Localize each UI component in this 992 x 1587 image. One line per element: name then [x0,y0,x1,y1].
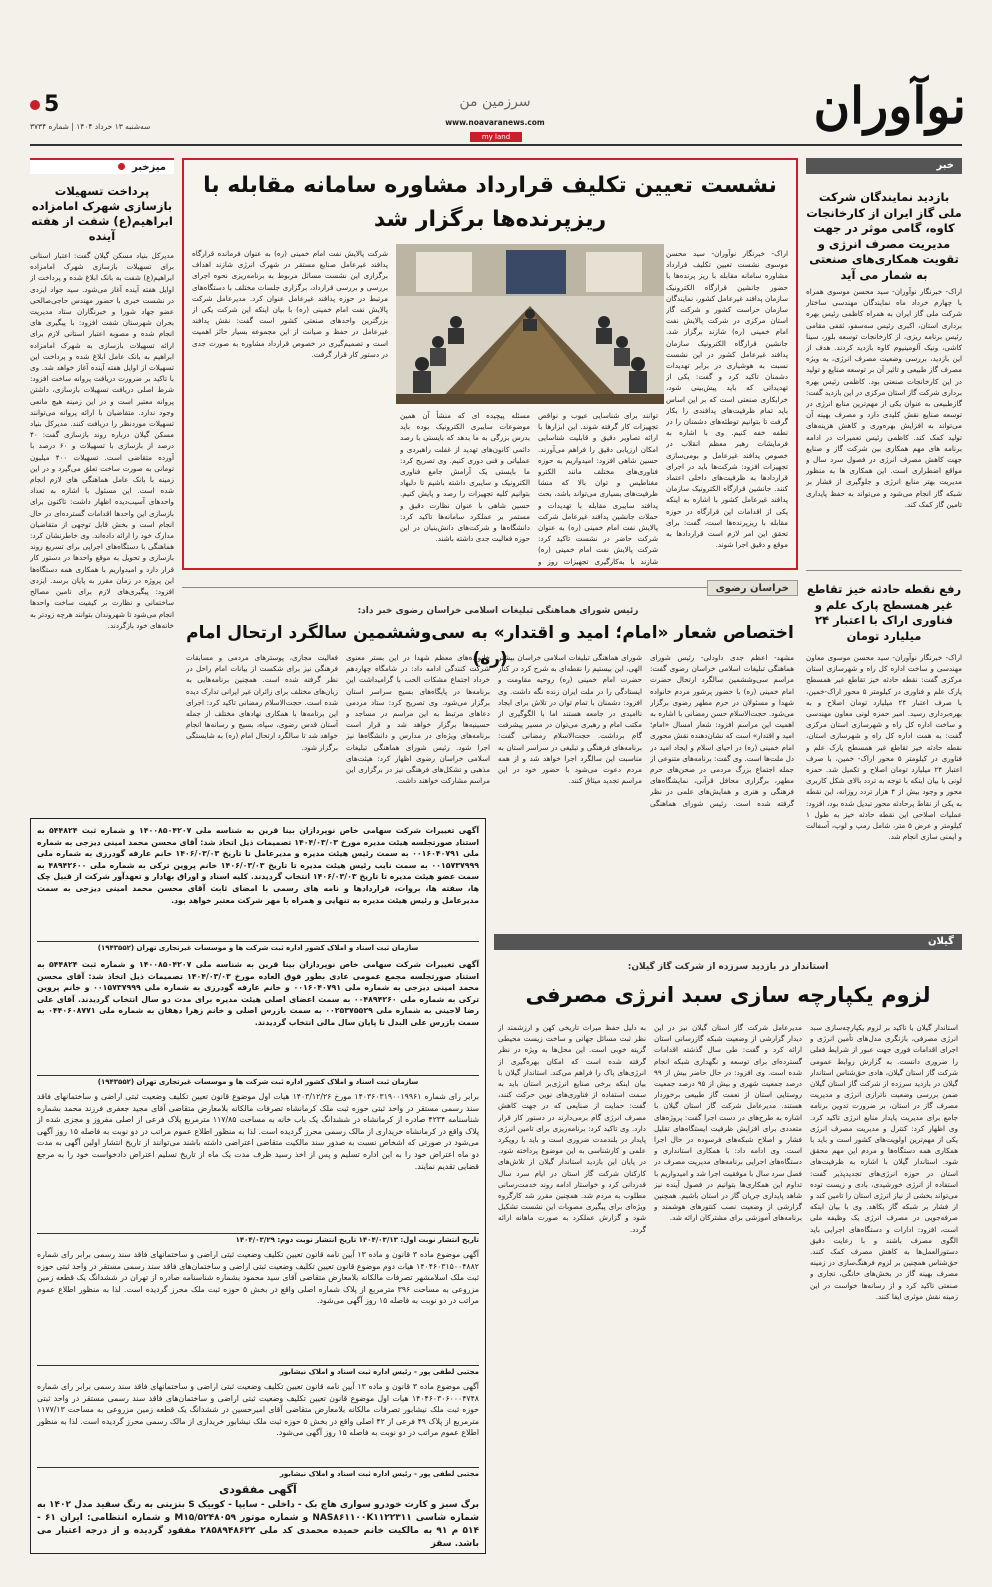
khorasan-tag: خراسان رضوی [707,580,798,596]
right-column-divider [806,570,962,571]
left-tag-label: میزخبر [131,162,166,173]
legal-ads-block [30,818,486,1554]
left-news-column [30,158,174,812]
section-english-badge: my land [470,132,522,142]
page-number: 5 [44,92,60,117]
feature-column-c: مسئله پیچیده ای که منشأ آن همین موضوعات سایبری الکترونیک بوده باید بدرس بزرگی به ما بدهد که بایستی با رصد دائمی کانون‌های تهدید از غفلت راهبردی و عملیاتی و فنی دوری کنیم. وی تصریح کرد: ما بایستی یک آرامش جامع فناوری الکترونیک و سایبری داشته باشیم تا دلبهاد بتوانیم کلیه تجهیزات را رصد و پایش کنیم. حسین شاهی با عنوان نظارت دقیق و مستمر بر عملکرد سامانه‌ها تاکید کرد: دانشگاه‌ها و شرکت‌های دانش‌بنیان در این حوزه فعالیت جدی داشته باشند. [400,411,530,544]
page-number-marker [30,100,40,110]
ad-land-registration-2: آگهی موضوع ماده ۳ قانون و ماده ۱۳ آیین نامه قانون تعیین تکلیف وضعیت ثبتی اراضی و ساختمانهای فاقد سند رسمی برابر رای شماره ۱۴۰۴۶۰۳۱۵۰۰۴۸۸۲ هیات دوم موضوع قانون تعیین تکلیف وضعیت ثبتی اراضی و ساختمان‌های فاقد سند رسمی مستقر در واحد ثبتی حوزه ثبت ملک اسلامشهر تصرفات مالکانه بلامعارض متقاضی آقای سید محمود بشماره شناسنامه صادره از تهران در ششدانگ یک قطعه زمین مزروعی به مساحت ۳۹۶ مترمربع از پلاک شماره اصلی واقع در بخش ۵ حوزه ثبت ملک محرز گردیده است. لذا به منظور اطلاع عموم مراتب در دو نوبت به فاصله ۱۵ روز آگهی می‌شود. [37,1250,479,1306]
feature-article-box [182,158,798,570]
khorasan-top-rule [182,587,798,588]
ad-land-registration-1: برابر رای شماره ۱۴۰۳۶۰۳۱۹۰۰۱۹۹۶۱ مورخ ۱۴۰۳/۱۲/۲۶ هیات اول موضوع قانون تعیین تکلیف وضعیت ثبتی اراضی و ساختمانهای فاقد سند رسمی مستقر در واحد ثبتی حوزه ثبت ملک کرمانشاه تصرفات مالکانه بلامعارض متقاضی آقای مجید جعفری فرزند محمد بشماره شناسنامه ۴۲۳۴ صادره از کرمانشاه در ششدانگ یک باب خانه به مساحت ۱۱۷/۸۵ مترمربع پلاک فرعی از اصلی مفروز و مجزی شده از پلاک واقع در کرمانشاه خریداری از مالک رسمی محرز گردیده است. لذا به منظور اطلاع عموم مراتب در دو نوبت به فاصله ۱۵ روز آگهی می‌شود در صورتی که اشخاص نسبت به صدور سند مالکیت متقاضی اعتراضی داشته باشند می‌توانند از تاریخ انتشار اولین آگهی به مدت دو ماه اعتراض خود را به این اداره تسلیم و پس از اخذ رسید ظرف مدت یک ماه از تاریخ تسلیم اعتراض دادخواست خود را به مرجع قضایی تقدیم نمایند. [37,1092,480,1171]
right-column-tag [806,158,962,174]
masthead-logo[interactable]: نوآوران [813,76,966,135]
header-rule [30,144,962,146]
feature-column-b: توانند برای شناسایی عیوب و نواقص تجهیزات کار گرفته شوند. این ابزارها با ارائه تصاویر دقیق و قابلیت شناسایی امکان ارزیابی دقیق را فراهم می‌آورند. حسین شاهی افزود: امیدواریم به حوزه فناوری‌های مختلف مانند الکترو مغناطیس و توان بالا که منشا ظرفیت‌های بسیاری می‌تواند باشد، بحث پدافند سایبری مقابله با تهدیدات و حملات جانشین پدافند غیرعامل شرکت پالایش نفت امام خمینی (ره) به عنوان شرکت حاضر در نشست تاکید کرد: شرکت پالایش نفت امام خمینی (ره) شازند با به‌کارگیری تجهیزات روز و [538,411,658,566]
gilan-column-b: مدیرعامل شرکت گاز استان گیلان نیز در این دیدار گزارشی از وضعیت شبکه گازرسانی استان ارائه کرد و گفت: طی سال گذشته اقدامات گسترده‌ای برای توسعه و نگهداری شبکه انجام شده است. وی افزود: در حال حاضر بیش از ۹۹ درصد جمعیت شهری و بیش از ۹۵ درصد جمعیت روستایی استان از نعمت گاز طبیعی برخوردار هستند. مدیرعامل شرکت گاز استان گیلان با اشاره به طرح‌های در دست اجرا گفت: پروژه‌های متعددی برای افزایش ظرفیت ایستگاه‌های تقلیل فشار و اصلاح شبکه‌های فرسوده در حال اجرا است. وی ادامه داد: با همکاری استانداری و دستگاه‌های اجرایی برنامه‌های مدیریت مصرف در فصل سرد سال با موفقیت اجرا شد و امیدواریم با تداوم این همکاری‌ها بتوانیم در فصول آینده نیز شاهد پایداری جریان گاز در استان باشیم. همچنین گزارشی از وضعیت نصب کنتورهای هوشمند و برنامه‌های آموزشی برای مشترکان ارائه شد. [654,1023,802,1223]
meeting-photo [396,244,664,404]
khorasan-column-a: مشهد- اعظم جدی داودلی- رئیس شورای هماهنگی تبلیغات اسلامی خراسان رضوی گفت: مراسم سی‌وششمین سالگرد ارتحال حضرت امام خمینی (ره) با حضور پرشور مردم خانواده شهدا و مسئولان در حرم مطهر رضوی برگزار می‌شود. حجت‌الاسلام حسن رمضانی با اشاره به اهمیت این مراسم افزود: شعار امسال «امام؛ امید و اقتدار» است که نشان‌دهنده نقش محوری امام خمینی (ره) در احیای اسلام و ایجاد امید در دل ملت‌ها است. وی گفت: برنامه‌های متنوعی از جمله اجتماع بزرگ مردمی در صحن‌های حرم مطهر، برگزاری محافل قرآنی، نمایشگاه‌های فرهنگی و هنری و همایش‌های علمی در نظر گرفته شده است. رئیس شورای هماهنگی [650,653,794,808]
right-tag-label: خبر [936,160,954,171]
right-news-column [806,158,962,928]
feature-column-d: شرکت پالایش نفت امام خمینی (ره) به عنوان فرمانده قرارگاه پدافند غیرعامل صنایع مستقر در شهرک انرژی شازند اهداف برگزاری این نشست مسائل مربوط به برنامه‌ریزی نحوه اجرای بررسی و بررسی قرارداد، برگزاری جلسات مختلف با دستگاه‌های مرتبط در حوزه پدافند غیرعامل عنوان کرد. مدیرعامل شرکت پالایش نفت امام خمینی (ره) با بیان اینکه این شرکت یکی از بزرگترین واحدهای صنعتی کشور است گفت: نقش پدافند غیرعامل در حفظ و صیانت از این مجموعه بسیار حائز اهمیت است و تصمیم‌گیری در خصوص قرارداد مشاوره به صورت جدی در دستور کار قرار گرفت. [192,249,388,359]
feature-headline-line1[interactable]: نشست تعیین تکلیف قرارداد مشاوره سامانه مقابله با [203,173,777,198]
left-column-body: مدیرکل بنیاد مسکن گیلان گفت: اعتبار استانی برای تسهیلات بازسازی شهرک امامزاده ابراهیم(ع) شفت به بانک ابلاغ شده و پرداخت از اوایل هفته آینده آغاز می‌شود. سید جواد ایزدی در نشست خبری با حضور مهندس حاجی‌صالحی عضو جهاد شورا و خبرنگاران ستاد مدیریت بحران شهرستان شفت افزود: با پیگیری های انجام شده و مصوبه اعتبار استانی لازم برای ارائه تسهیلات بازسازی به شهرک امامزاده ابراهیم به بانک عامل ابلاغ شده و پرداخت این تسهیلات از اوایل هفته آینده آغاز خواهد شد. وی با تاکید بر ضرورت دریافت پروانه ساخت افزود: شرط اصلی دریافت تسهیلات بازسازی، داشتن پروانه معتبر است و در این زمینه هیچ مانعی وجود ندارد. متقاضیان با ارائه پروانه می‌توانند تسهیلات موردنظر را دریافت کنند. مدیرکل بنیاد مسکن گیلان درباره روند بازسازی گفت: ۴۰ درصد از بازسازی با تسهیلات و ۶۰ درصد با آورده متقاضی است. تسهیلات ۴۰۰ میلیون تومانی به صورت ساخت تعلق می‌گیرد و در این زمینه با بانک عامل هماهنگی های لازم انجام شده است. این مسئول با اشاره به تعداد واحدهای آسیب‌دیده اظهار داشت: تاکنون برای بازسازی این واحدها اقدامات گسترده‌ای در حال انجام است و بخش قابل توجهی از متقاضیان مدارک خود را ارائه داده‌اند. وی خاطرنشان کرد: هماهنگی با دستگاه‌های اجرایی برای تسریع روند بازسازی و تحویل به موقع واحدها در دستور کار قرار دارد و امیدواریم با همکاری همه دستگاه‌ها این پروژه در زمان مقرر به پایان برسد. ایزدی افزود: پیگیری‌های لازم برای تامین مصالح ساختمانی و نظارت بر کیفیت ساخت واحدها انجام می‌شود تا شهروندان بتوانند هرچه زودتر به خانه‌های خود بازگردند. [30,251,174,630]
khorasan-column-b: شورای هماهنگی تبلیغات اسلامی خراسان بیشتر الهی، این بیستیم را نقطه‌ای به شرح کرد در کنار حضرت امام خمینی (ره) روحیه مقاومت و ایستادگی را در ملت ایران زنده نگه داشت. وی افزود: دشمنان با تمام توان در تلاش برای ایجاد ناامیدی در جامعه هستند اما با الگوگیری از مکتب امام و رهبری می‌توان در مسیر پیشرفت گام برداشت. حجت‌الاسلام رمضانی گفت: برنامه‌های فرهنگی و تبلیغی در سراسر استان به مناسبت این سالگرد اجرا خواهد شد و از همه مردم دعوت می‌شود با حضور خود در این مراسم تجدید میثاق کنند. [498,653,642,786]
khorasan-headline[interactable]: اختصاص شعار «امام؛ امید و اقتدار» به سی‌وششمین سالگرد ارتحال امام (ره) [186,623,794,669]
section-title: سرزمین من [459,94,531,110]
red-dot-icon [118,163,125,170]
khorasan-kicker: رئیس شورای هماهنگی تبلیغات اسلامی خراسان رضوی خبر داد: [357,606,639,616]
khorasan-column-d: فعالیت مجازی، پوسترهای مردمی و مسابقات فرهنگی نیز برای شکست از بیانات امام راحل در نظر گرفته شده است. همچنین برنامه‌هایی به زبان‌های مختلف برای زائران غیر ایرانی تدارک دیده شده است. حجت‌الاسلام رمضانی تاکید کرد: اجرای این برنامه‌ها با همکاری نهادهای مختلف از جمله آستان قدس رضوی، سپاه، بسیج و رسانه‌ها انجام خواهد شد تا سالگرد ارتحال امام (ره) به شایستگی برگزار شود. [186,653,338,752]
intersection-safety-body: اراک- خبرنگار نوآوران- سید محسن موسوی معاون مهندسی و ساخت اداره کل راه و شهرسازی استان مرکزی گفت: نقطه حادثه خیز تقاطع غیر همسطح پارک علم و فناوری در کیلومتر ۵ محور اراک-خمین، با صرف اعتبار ۲۴ میلیارد تومان اصلاح و به بهره‌برداری رسید. امیر حمزه لونی معاون مهندسی و ساخت اداره کل راه و شهرسازی استان مرکزی گفت: به همت اداره کل راه و شهرسازی استان، نقطه حادثه خیز تقاطع غیر همسطح پارک علم و فناوری در کیلومتر ۵ محور اراک- خمین، با صرف اعتبار ۲۴ میلیارد تومان اصلاح و تکمیل شد. حمزه لونی با بیان اینکه با توجه به تردد بالای شکل کاربری محور و وجود بیش از ۴ هزار تردد روزانه، این نقطه به یکی از نقاط پرحادثه محور تبدیل شده بود، افزود: عملیات اصلاحی این نقطه حادثه خیز به طول ۱ کیلومتر و عرض ۵ متر، شامل رمپ و لوپ، آسفالت و ایمنی سازی انجام شد. [806,653,962,842]
gilan-section [494,934,962,1554]
ad-company-change-2-signature: سازمان ثبت اسناد و املاک کشور اداره ثبت شرکت ها و موسسات غیرتجاری تهران (۱۹۴۳۵۵۲) [37,1075,479,1087]
intersection-safety-headline[interactable]: رفع نقطه حادثه خیز تقاطع غیر همسطح پارک علم و فناوری اراک با اعتبار ۲۴ میلیارد تومان [806,582,962,643]
gilan-column-a: استاندار گیلان با تاکید بر لزوم یکپارچه‌سازی سبد انرژی مصرفی، بازنگری مدل‌های تأمین انرژی و اجرای اقدامات فوری جهت عبور از شرایط فعلی را ضروری دانست. به گزارش روابط عمومی شرکت گاز استان گیلان، هادی حق‌شناس استاندار گیلان در بازدید سرزده از شرکت گاز استان گیلان ضمن بررسی وضعیت ناترازی انرژی و مدیریت مصرف گاز در استان، بر ضرورت تدوین برنامه جامع برای مدیریت پایدار منابع انرژی تاکید کرد. وی اظهار کرد: کنترل و مدیریت مصرف انرژی یکی از مهم‌ترین اولویت‌های کشور است و باید با همکاری همه دستگاه‌ها و مردم این مهم محقق شود. استاندار گیلان با اشاره به ظرفیت‌های استان در حوزه انرژی‌های تجدیدپذیر گفت: استفاده از انرژی خورشیدی، بادی و زیست توده می‌تواند بخشی از نیاز انرژی استان را تامین کند و از فشار بر شبکه گاز بکاهد. وی با بیان اینکه صرفه‌جویی در مصرف انرژی یک وظیفه ملی است، افزود: ادارات و دستگاه‌های اجرایی باید الگوی مصرف باشند و با رعایت دقیق دستورالعمل‌ها به کاهش مصرف کمک کنند. حق‌شناس همچنین بر لزوم فرهنگ‌سازی در زمینه مصرف بهینه گاز در بخش‌های خانگی، تجاری و صنعتی تاکید کرد و از رسانه‌ها خواست در این زمینه نقش موثری ایفا کنند. [810,1023,958,1301]
ad-land-registration-3-signature: مجتبی لطفی پور - رئیس اداره ثبت اسناد و املاک نیشابور [37,1467,479,1479]
khorasan-column-c: خانواده‌های معظم شهدا در این بستر معنوی شرکت کنندگی ادامه داد: در شامگاه چهاردهم خرداد اجتماع مشکات الحب با گرامیداشت این برنامه‌ها در پایگاه‌های بسیج سراسر استان برگزار می‌شود. وی تصریح کرد: ستاد مردمی دعاهای مرتبط به این مراسم در مساجد و حسینیه‌ها برگزار خواهد شد و قرار است برنامه‌های ویژه‌ای در مدارس و دانشگاه‌ها نیز اجرا شود. رئیس شورای هماهنگی تبلیغات اسلامی خراسان رضوی اظهار کرد: هیئت‌های مذهبی و تشکل‌های فرهنگی نیز در برگزاری این مراسم مشارکت خواهند داشت. [346,653,490,786]
gas-company-visit-body: اراک- خبرنگار نوآوران- سید محسن موسوی همراه با چهارم خرداد ماه نمایندگان مهندسی ساختار شرکت ملی گاز ایران به همراه کاظمی رئیس بهره برداری استان، اکبری رئیس سه‌سفو، ثقفی مقامی رئیس برنامه ریزی، از کارخانجات توسعه بلور، سینا کاشی، ونیک آلومینیوم کاوه بازدید کردند. هدف از این بازدید، بررسی وضعیت مصرف انرژی، به ویژه مصرف گاز طبیعی و تاثیر آن بر توسعه صنایع و تولید در این کارخانجات صنعتی بود. کاظمی رئیس بهره برداری شرکت گاز استان مرکزی در این بازدید گفت: گازطبیعی به عنوان یکی از مهم‌ترین منابع انرژی در توسعه صنایع نقش کلیدی دارد و مصرف بهینه آن می‌تواند به افزایش بهره‌وری و کاهش هزینه‌های تولید کمک کند. کاظمی رئیس تعمیرات در ادامه برنامه های مهم همکاری بین شرکت گاز و صنایع جهت کاهش مصرف انرژی در فصول سرد سال و مواقع اضطراری است. این همکاری ها به منظور مدیریت بهتر منابع انرژی و جلوگیری از فشار بر شبکه گاز انجام می‌شود و می‌تواند به حفظ پایداری تامین گاز کمک کند. [806,287,962,509]
ad-land-registration-2-signature: مجتبی لطفی پور - رئیس اداره ثبت اسناد و املاک نیشابور [37,1365,479,1377]
left-column-tag [30,158,174,174]
ad-lost-document: برگ سبز و کارت خودرو سواری هاچ بک - داخلی - سایپا - کوییک S بنزینی به رنگ سفید مدل ۱۴۰۲ به شماره شاسی NAS۸۶۱۱۰۰K۱۱۲۲۳۱۱ و شماره موتور M۱۵/۵۲۴۸۰۵۹ و شماره انتظامی: ایران ۶۱ - ۵۱۴ م ۹۱ به مالکیت خانم حمیده محمدی کد ملی ۲۸۵۸۹۴۸۶۲۲ مفقود گردیده و از درجه اعتبار می باشد. سقز [37,1500,479,1549]
ad-company-change-1: آگهی تغییرات شرکت سهامی خاص نوپردازان بینا قرین به شناسه ملی ۱۴۰۰۸۵۰۴۲۰۷ و شماره ثبت ۵۴۴۸۲۴ به استناد صورتجلسه هیئت مدیره مورخ ۱۴۰۴/۰۳/۰۳ تصمیمات ذیل اتخاذ شد: آقای محسن محمد امینی دیزجی به شماره ملی ۰۰۱۶۰۴۰۷۹۱ به سمت رئیس هیئت مدیره و مدیرعامل تا تاریخ ۱۴۰۶/۰۳/۰۳ خانم عارفه گودرزی به شماره ملی ۰۰۱۵۷۳۷۹۹۹ به سمت نایب رئیس هیئت مدیره تا تاریخ ۱۴۰۶/۰۳/۰۳ خانم پروین ترکی به شماره ملی ۴۸۹۴۲۶۰۰ به سمت عضو هیئت مدیره تا تاریخ ۱۴۰۶/۰۳/۰۳ انتخاب گردیدند. کلیه اسناد و اوراق بهادار و تعهدآور شرکت از قبیل چک ها، سفته ها، بروات، قراردادها و نامه های رسمی با امضای ثابت آقای محسن محمد امینی دیزجی به سمت مدیرعامل و رئیس هیئت مدیره به تنهایی و همراه با مهر شرکت معتبر خواهد بود. [37,826,480,905]
ad-company-change-2: آگهی تغییرات شرکت سهامی خاص نوپردازان بینا قرین به شناسه ملی ۱۴۰۰۸۵۰۴۲۰۷ و شماره ثبت ۵۴۴۸۲۴ به استناد صورتجلسه مجمع عمومی عادی بطور فوق العاده مورخ ۱۴۰۴/۰۳/۰۳ تصمیمات ذیل اتخاذ شد: آقای محسن محمد امینی دیزجی به شماره ملی ۰۰۱۶۰۴۰۷۹۱ و خانم عارفه گودرزی به شماره ملی ۰۰۱۵۷۳۷۹۹۹ و خانم پروین ترکی به شماره ملی ۰۰۴۸۹۴۲۶۰ به سمت اعضای اصلی هیئت مدیره برای مدت دو سال انتخاب گردیدند. آقای علی رضا لاجینی به شماره ملی ۰۰۲۵۳۷۵۵۲۹ به سمت بازرس اصلی و خانم زهرا دهقان به شماره ملی ۰۴۴۰۶۰۸۷۷۱ به سمت بازرس علی البدل تا پایان سال مالی انتخاب گردیدند. [37,960,480,1027]
feature-column-a: اراک- خبرنگار نوآوران- سید محسن موسوی نشست تعیین تکلیف قرارداد مشاوره سامانه مقابله با ریز پرنده‌ها با حضور جانشین قرارگاه الکترونیک سازمان پدافند غیرعامل کشور، نمایندگان سازمان حراست کشور و شرکت گاز استان مرکزی در شرکت پالایش نفت امام خمینی (ره) شازند برگزار شد. جانشین قرارگاه الکترونیک سازمان پدافند غیرعامل کشور در این نشست نسبت به هوشیاری در برابر تهدیدات دشمنان تاکید کرد و گفت: یکی از تهدیداتی که باید پیش‌بینی شود، خرابکاری صنعتی است که بر این اساس باید تمام ظرفیت‌های پدافندی را بکار گرفت تا بتوانیم توطئه‌های دشمنان را در نطفه خفه کنیم. وی با اشاره به فرمایشات رهبر معظم انقلاب در خصوص پدافند غیرعامل و بومی‌سازی تجهیزات افزود: شرکت‌ها باید در اجرای قراردادها به ظرفیت‌های داخلی اعتماد کنند. جانشین قرارگاه الکترونیک سازمان پدافند غیرعامل کشور با اشاره به اینکه یکی از اقدامات این قرارگاه در حوزه مقابله با ریزپرنده‌ها است، گفت: برای تحقق این امر لازم است قراردادها به موقع و دقیق اجرا شوند. [666,249,788,550]
ad-lost-document-title: آگهی مفقودی [219,1483,297,1496]
khorasan-section [182,580,798,812]
gilan-tag [494,934,962,950]
gilan-tag-label: گیلان [927,936,954,947]
website-url[interactable]: www.noavaranews.com [445,118,545,127]
left-column-headline[interactable]: پرداخت تسهیلات بازسازی شهرک امامزاده ابراهیم(ع) شفت از هفته آینده [31,184,173,243]
ad-land-registration-1-dates: تاریخ انتشار نوبت اول: ۱۴۰۴/۰۳/۱۳ تاریخ انتشار نوبت دوم: ۱۴۰۴/۰۳/۲۹ [37,1233,479,1245]
ad-land-registration-3: آگهی موضوع ماده ۳ قانون و ماده ۱۳ آیین نامه قانون تعیین تکلیف وضعیت ثبتی اراضی و ساختمانهای فاقد سند رسمی برابر رای شماره ۱۴۰۴۶۰۳۰۶۰۰۰۴۷۴۸ هیات اول موضوع قانون تعیین تکلیف وضعیت ثبتی اراضی و ساختمان‌های فاقد سند رسمی مستقر در واحد ثبتی حوزه ثبت ملک نیشابور تصرفات مالکانه بلامعارض متقاضی آقای امیرحسین در ششدانگ یک قطعه زمین مزروعی به مساحت ۱۱۷۷/۱۳ مترمربع از پلاک ۴۹ فرعی از ۴۲ اصلی واقع در بخش ۵ حوزه ثبت ملک نیشابور خریداری از مالک رسمی محرز گردیده است. لذا به منظور اطلاع عموم مراتب در دو نوبت به فاصله ۱۵ روز آگهی می‌شود. [37,1382,480,1438]
gilan-kicker: استاندار در بازدید سرزده از شرکت گاز گیلان: [627,962,829,972]
issue-date: سه‌شنبه ۱۳ خرداد ۱۴۰۴ | شماره ۳۷۳۴ [30,122,151,131]
gas-company-visit-headline[interactable]: بازدید نمایندگان شرکت ملی گاز ایران از کارخانجات کاوه، گامی موثر در جهت مدیریت مصرف انرژی و تقویت همکاری‌های صنعتی به شمار می آید [806,190,962,282]
gilan-column-c: به دلیل حفظ میراث تاریخی کهن و ارزشمند از نظر ثبت مسائل جهانی و ساخت زیست محیطی گزینه خوبی است. این محل‌ها به ویژه در نظر گرفته شده است که امکان بهره‌گیری از انرژی‌های پاک را فراهم می‌کند. استاندار گیلان با بیان اینکه برخی صنایع انرژی‌بر استان باید به سمت استفاده از فناوری‌های نوین حرکت کنند، گفت: حمایت از صنایعی که در جهت کاهش مصرف انرژی گام برمی‌دارند در دستور کار قرار دارد. وی تاکید کرد: برنامه‌ریزی برای تامین انرژی پایدار در بلندمدت ضروری است و باید با رویکرد علمی و کارشناسی به این موضوع پرداخته شود. در پایان این بازدید استاندار گیلان از تلاش‌های کارکنان شرکت گاز استان در ایام سرد سال قدردانی کرد و خواستار ادامه روند خدمت‌رسانی مطلوب به مردم شد. همچنین مقرر شد کارگروه ویژه‌ای برای پیگیری مصوبات این نشست تشکیل شود و گزارش عملکرد به صورت ماهانه ارائه گردد. [498,1023,646,1234]
gilan-headline[interactable]: لزوم یکپارچه سازی سبد انرژی مصرفی [525,983,931,1007]
feature-headline-line2[interactable]: ریزپرنده‌ها برگزار شد [373,207,607,232]
ad-company-change-1-signature: سازمان ثبت اسناد و املاک کشور اداره ثبت شرکت ها و موسسات غیرتجاری تهران (۱۹۴۳۵۵۲) [37,941,479,953]
conference-room-photo [396,244,664,404]
masthead [0,0,992,150]
